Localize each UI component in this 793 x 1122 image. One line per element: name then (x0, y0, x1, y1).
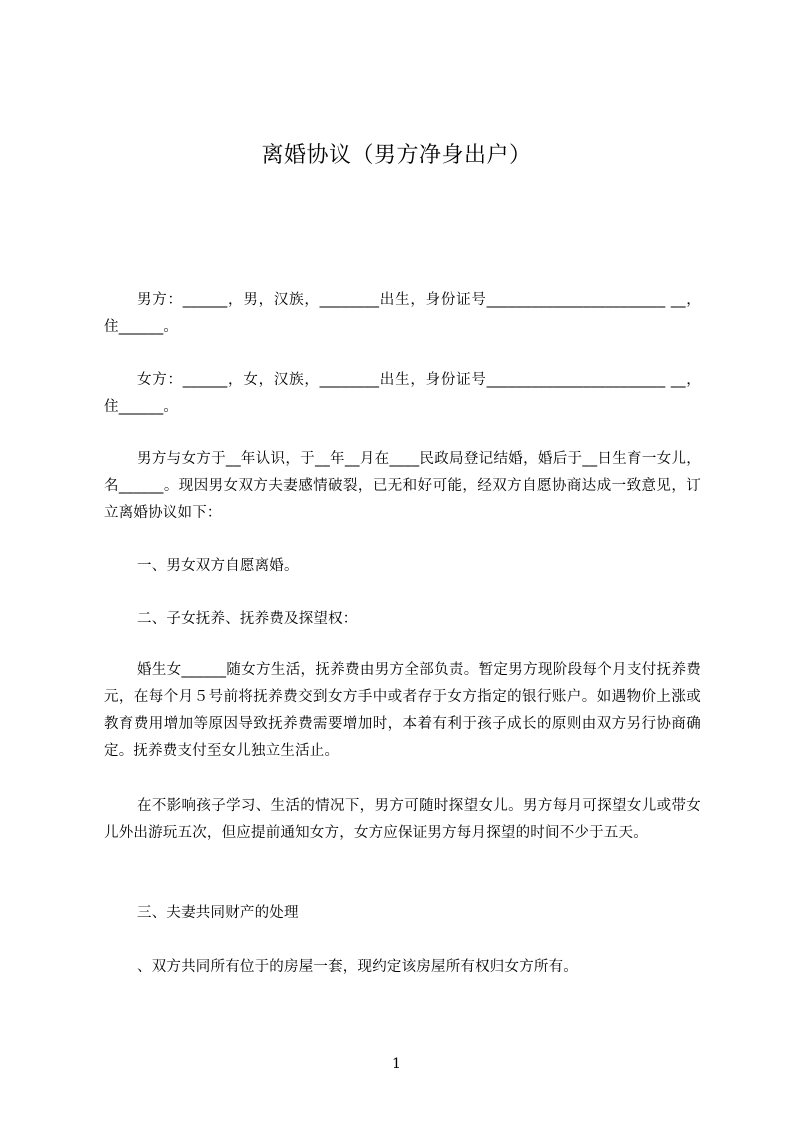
clause-2-heading: 二、子女抚养、抚养费及探望权： (137, 611, 358, 627)
paragraph-visitation: 在不影响孩子学习、生活的情况下，男方可随时探望女儿。男方每月可探望女儿或带女儿外出游玩五次，但应提前通知女方，女方应保证男方每月探望的时间不少于五天。 (104, 798, 701, 841)
paragraph-marriage-background: 男方与女方于__年认识，于__年__月在____民政局登记结婚，婚后于__日生育一女儿，名______。现因男女双方夫妻感情破裂，已无和好可能，经双方自愿协商达成一致意见，订立离婚协议如下： (104, 451, 701, 521)
clause-3-heading: 三、夫妻共同财产的处理 (137, 905, 299, 921)
paragraph-husband-info: 男方：______，男，汉族，________出生，身份证号________________________ __，住______。 (104, 292, 701, 335)
document-title: 离婚协议（男方净身出户） (261, 143, 532, 168)
paragraph-property-house: 、双方共同所有位于的房屋一套，现约定该房屋所有权归女方所有。 (137, 959, 578, 975)
page-number: 1 (392, 1056, 401, 1072)
clause-1-heading: 一、男女双方自愿离婚。 (137, 558, 299, 574)
paragraph-wife-info: 女方：______，女，汉族，________出生，身份证号________________________ __，住______。 (104, 372, 701, 415)
paragraph-child-support: 婚生女______随女方生活，抚养费由男方全部负责。暂定男方现阶段每个月支付抚养费元，在每个月５号前将抚养费交到女方手中或者存于女方指定的银行账户。如遇物价上涨或教育费用增加等原因导致抚养费需要增加时，本着有利于孩子成长的原则由双方另行协商确定。抚养费支付至女儿独立生活止。 (104, 662, 701, 759)
